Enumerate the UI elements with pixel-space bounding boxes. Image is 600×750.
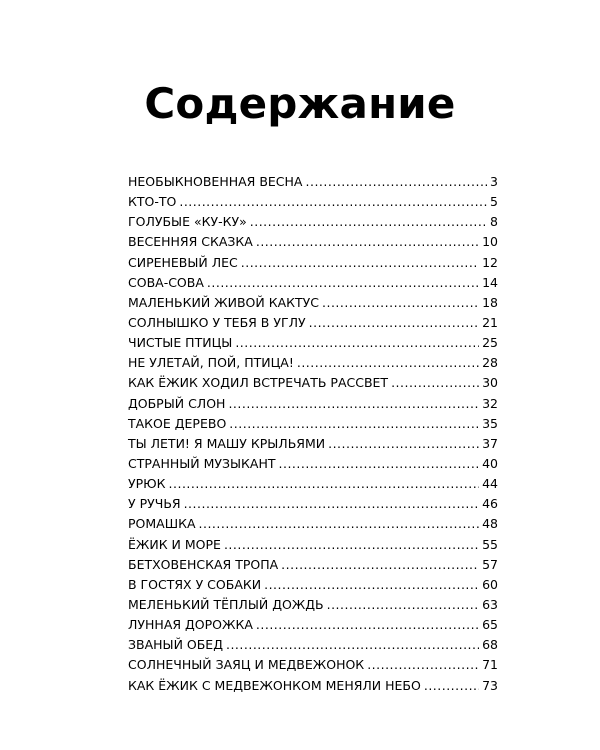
- dot-leader: [391, 375, 479, 390]
- toc-entry-page-number: 10: [482, 234, 498, 250]
- toc-entry-page-number: 44: [482, 476, 498, 492]
- toc-entry[interactable]: [128, 577, 498, 597]
- toc-entry-page-number: 30: [482, 375, 498, 391]
- toc-entry-title: МЕЛЕНЬКИЙ ТЁПЛЫЙ ДОЖДЬ: [128, 596, 324, 612]
- dot-leader: [224, 537, 479, 552]
- toc-entry-page-number: 71: [482, 657, 498, 673]
- toc-entry-title: КАК ЁЖИК С МЕДВЕЖОНКОМ МЕНЯЛИ НЕБО: [128, 677, 421, 693]
- toc-entry-title: КТО-ТО: [128, 194, 177, 210]
- toc-entry[interactable]: [128, 396, 498, 416]
- toc-entry[interactable]: [128, 537, 498, 557]
- dot-leader: [264, 577, 479, 592]
- dot-leader: [256, 617, 479, 632]
- toc-entry-page-number: 8: [490, 214, 498, 230]
- toc-entry-title: ДОБРЫЙ СЛОН: [128, 395, 226, 411]
- toc-entry-page-number: 48: [482, 516, 498, 532]
- toc-entry-page-number: 63: [482, 596, 498, 612]
- toc-entry[interactable]: [128, 657, 498, 677]
- toc-entry-title: СОЛНЕЧНЫЙ ЗАЯЦ И МЕДВЕЖОНОК: [128, 657, 365, 673]
- dot-leader: [229, 416, 479, 431]
- toc-entry-page-number: 35: [482, 415, 498, 431]
- toc-entry[interactable]: [128, 416, 498, 436]
- toc-entry-title: НЕОБЫКНОВЕННАЯ ВЕСНА: [128, 174, 303, 189]
- toc-entry-title: ЧИСТЫЕ ПТИЦЫ: [128, 335, 233, 351]
- toc-entry[interactable]: [128, 214, 498, 234]
- toc-entry-title: СОЛНЫШКО У ТЕБЯ В УГЛУ: [128, 314, 306, 330]
- toc-entry-title: ГОЛУБЫЕ «КУ-КУ»: [128, 214, 247, 230]
- toc-entry[interactable]: [128, 315, 498, 335]
- toc-entry-title: В ГОСТЯХ У СОБАКИ: [128, 576, 262, 592]
- toc-entry-page-number: 5: [490, 194, 498, 210]
- toc-entry-page-number: 37: [482, 435, 498, 451]
- toc-entry[interactable]: [128, 617, 498, 637]
- toc-entry[interactable]: [128, 436, 498, 456]
- toc-entry-page-number: 57: [482, 556, 498, 572]
- toc-entry-page-number: 32: [482, 395, 498, 411]
- toc-entry-title: БЕТХОВЕНСКАЯ ТРОПА: [128, 556, 279, 572]
- toc-entry[interactable]: [128, 174, 498, 194]
- toc-entry-page-number: 40: [482, 455, 498, 471]
- toc-entry-page-number: 3: [490, 174, 498, 189]
- toc-entry-page-number: 68: [482, 637, 498, 653]
- toc-entry[interactable]: [128, 516, 498, 536]
- toc-entry[interactable]: [128, 375, 498, 395]
- toc-entry-title: МАЛЕНЬКИЙ ЖИВОЙ КАКТУС: [128, 294, 319, 310]
- dot-leader: [297, 355, 479, 370]
- dot-leader: [281, 557, 479, 572]
- toc-entry-title: ЁЖИК И МОРЕ: [128, 536, 221, 552]
- dot-leader: [279, 456, 480, 471]
- toc-entry[interactable]: [128, 234, 498, 254]
- toc-entry-title: ЛУННАЯ ДОРОЖКА: [128, 617, 253, 633]
- toc-entry[interactable]: [128, 355, 498, 375]
- toc-entry-title: СОВА-СОВА: [128, 274, 204, 290]
- dot-leader: [250, 214, 487, 229]
- toc-entry-title: ТАКОЕ ДЕРЕВО: [128, 415, 227, 431]
- toc-entry[interactable]: [128, 295, 498, 315]
- dot-leader: [322, 295, 479, 310]
- toc-entry[interactable]: [128, 496, 498, 516]
- dot-leader: [235, 335, 479, 350]
- page-title: Содержание: [144, 79, 456, 128]
- toc-entry-title: СИРЕНЕВЫЙ ЛЕС: [128, 254, 238, 270]
- dot-leader: [327, 597, 479, 612]
- dot-leader: [309, 315, 479, 330]
- toc-entry[interactable]: [128, 194, 498, 214]
- dot-leader: [328, 436, 479, 451]
- toc-entry-title: У РУЧЬЯ: [128, 496, 181, 512]
- table-of-contents: [128, 174, 498, 698]
- toc-entry-page-number: 28: [482, 355, 498, 371]
- toc-entry-title: ВЕСЕННЯЯ СКАЗКА: [128, 234, 253, 250]
- toc-entry[interactable]: [128, 557, 498, 577]
- dot-leader: [256, 234, 479, 249]
- dot-leader: [207, 275, 479, 290]
- toc-entry[interactable]: [128, 637, 498, 657]
- dot-leader: [169, 476, 480, 491]
- dot-leader: [184, 496, 480, 511]
- toc-entry-page-number: 46: [482, 496, 498, 512]
- toc-entry-page-number: 73: [482, 677, 498, 693]
- toc-entry-title: ЗВАНЫЙ ОБЕД: [128, 637, 223, 653]
- toc-entry-page-number: 25: [482, 335, 498, 351]
- dot-leader: [226, 637, 479, 652]
- toc-entry-title: НЕ УЛЕТАЙ, ПОЙ, ПТИЦА!: [128, 355, 294, 371]
- toc-entry-page-number: 65: [482, 617, 498, 633]
- dot-leader: [424, 678, 479, 693]
- toc-entry[interactable]: [128, 456, 498, 476]
- dot-leader: [179, 194, 487, 209]
- toc-entry-title: СТРАННЫЙ МУЗЫКАНТ: [128, 455, 276, 471]
- toc-entry-title: ТЫ ЛЕТИ! Я МАШУ КРЫЛЬЯМИ: [128, 435, 326, 451]
- dot-leader: [241, 255, 479, 270]
- toc-entry-page-number: 55: [482, 536, 498, 552]
- toc-entry[interactable]: [128, 335, 498, 355]
- toc-entry[interactable]: [128, 678, 498, 698]
- dot-leader: [228, 396, 479, 411]
- toc-entry[interactable]: [128, 275, 498, 295]
- dot-leader: [367, 657, 479, 672]
- toc-entry-title: РОМАШКА: [128, 516, 196, 532]
- toc-entry[interactable]: [128, 255, 498, 275]
- toc-entry-title: УРЮК: [128, 476, 166, 492]
- toc-entry-page-number: 21: [482, 314, 498, 330]
- toc-entry-page-number: 14: [482, 274, 498, 290]
- dot-leader: [306, 174, 488, 189]
- toc-entry-page-number: 18: [482, 294, 498, 310]
- toc-entry[interactable]: [128, 476, 498, 496]
- dot-leader: [199, 516, 480, 531]
- toc-entry[interactable]: [128, 597, 498, 617]
- toc-entry-title: КАК ЁЖИК ХОДИЛ ВСТРЕЧАТЬ РАССВЕТ: [128, 375, 389, 391]
- toc-entry-page-number: 12: [482, 254, 498, 270]
- toc-entry-page-number: 60: [482, 576, 498, 592]
